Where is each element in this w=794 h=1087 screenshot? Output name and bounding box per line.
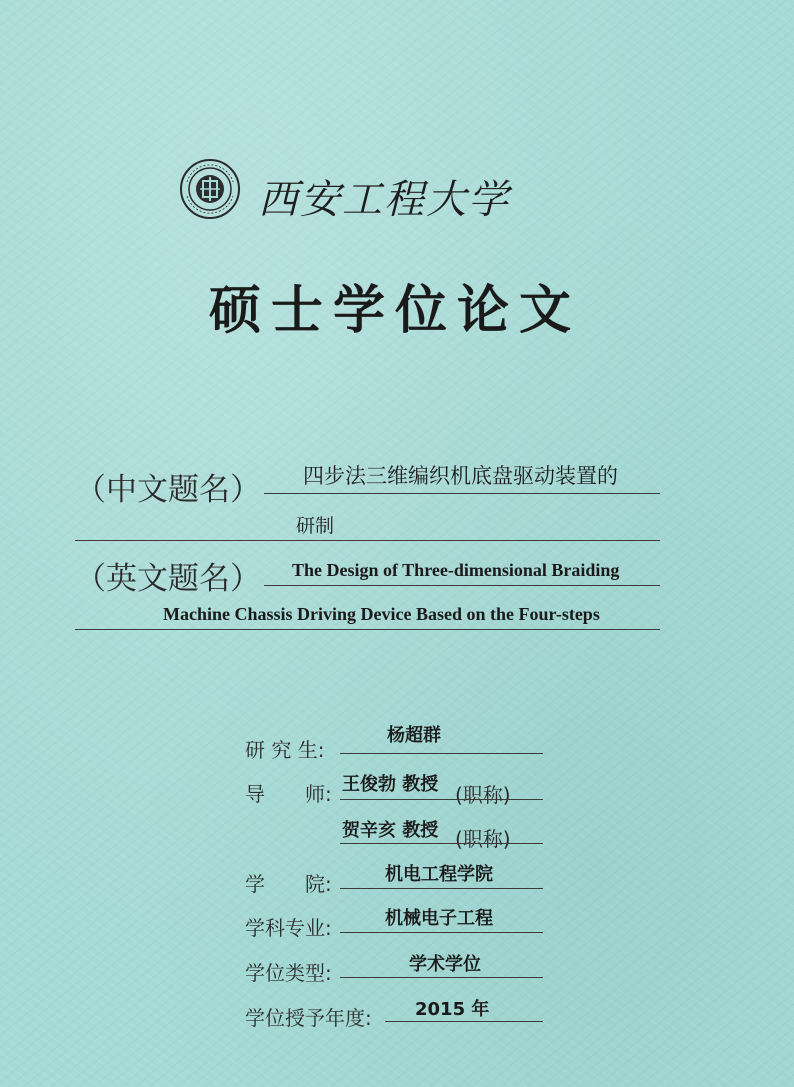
advisor-2-title-suffix: (职称) bbox=[455, 827, 511, 851]
english-title-line2: Machine Chassis Driving Device Based on the Four-steps bbox=[163, 604, 600, 624]
chinese-title-line1: 四步法三维编织机底盘驱动装置的 bbox=[303, 464, 618, 488]
advisor-1-title-suffix: (职称) bbox=[455, 783, 511, 807]
chinese-title-line2: 研制 bbox=[296, 515, 335, 537]
chinese-title-label: （中文题名） bbox=[75, 472, 261, 508]
degree-type-value: 学术学位 bbox=[409, 954, 481, 975]
major-label: 学科专业: bbox=[245, 916, 332, 940]
college-value: 机电工程学院 bbox=[385, 864, 493, 885]
college-label: 学 院: bbox=[245, 872, 332, 896]
chinese-title-underline-1 bbox=[264, 493, 660, 494]
award-year-underline bbox=[385, 1021, 543, 1022]
advisor-label: 导 师: bbox=[245, 782, 332, 806]
advisor-1-underline bbox=[340, 799, 543, 800]
english-title-line1: The Design of Three-dimensional Braiding bbox=[292, 560, 620, 580]
award-year-value: 2015 年 bbox=[415, 999, 490, 1020]
university-name: 西安工程大学 bbox=[258, 177, 510, 223]
degree-type-underline bbox=[340, 977, 543, 978]
major-value: 机械电子工程 bbox=[385, 908, 493, 929]
english-title-label: （英文题名） bbox=[75, 561, 261, 597]
degree-title: 硕士学位论文 bbox=[209, 280, 582, 341]
english-title-underline-1 bbox=[264, 585, 660, 586]
major-underline bbox=[340, 932, 543, 933]
student-underline bbox=[340, 753, 543, 754]
award-year-label: 学位授予年度: bbox=[245, 1006, 372, 1030]
student-label: 研 究 生: bbox=[245, 738, 325, 762]
degree-type-label: 学位类型: bbox=[245, 961, 332, 985]
advisor-2-value: 贺辛亥 教授 bbox=[342, 820, 439, 841]
advisor-1-value: 王俊勃 教授 bbox=[342, 774, 439, 795]
university-seal-logo bbox=[179, 158, 241, 220]
chinese-title-underline-2 bbox=[75, 540, 660, 541]
advisor-2-underline bbox=[340, 843, 543, 844]
college-underline bbox=[340, 888, 543, 889]
student-value: 杨超群 bbox=[387, 725, 441, 746]
english-title-underline-2 bbox=[75, 629, 660, 630]
